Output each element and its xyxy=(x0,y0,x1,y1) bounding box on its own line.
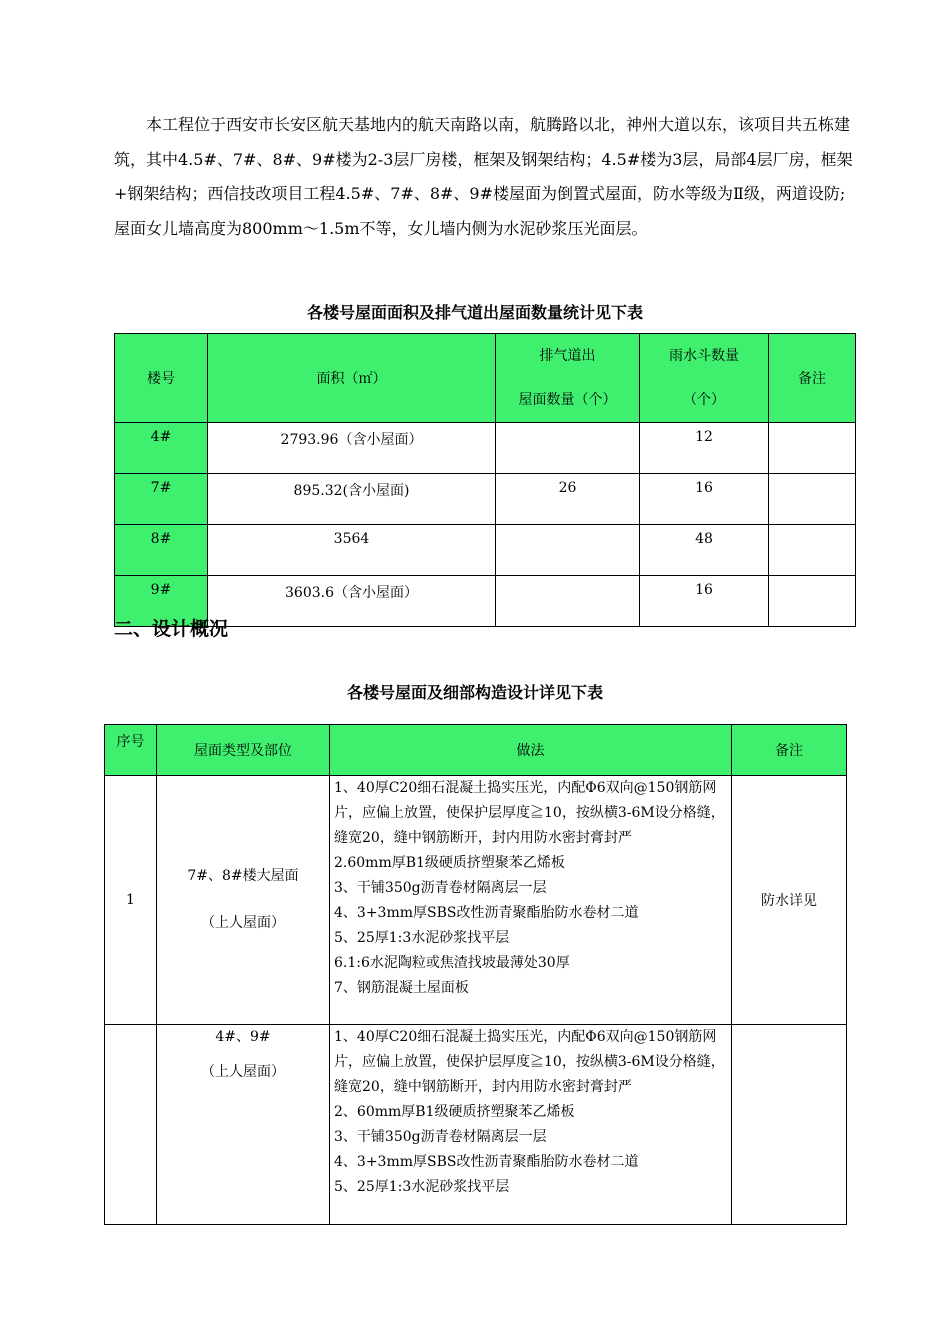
method-cell xyxy=(330,1025,732,1225)
method-line: 5、25厚1:3水泥砂浆找平层 xyxy=(334,1179,510,1195)
row-number: 1 xyxy=(105,776,157,1025)
remark-cell xyxy=(769,525,856,576)
method-line: 5、25厚1:3水泥砂浆找平层 xyxy=(334,930,510,946)
table2-header-row xyxy=(105,725,847,776)
exhaust-cell xyxy=(496,576,640,627)
method-line: 1、40厚C20细石混凝土捣实压光，内配Φ6双向@150钢筋网片，应偏上放置，使保护层厚度≧10，按纵横3-6M设分格缝，缝宽20，缝中钢筋断开，封内用防水密封膏封严 xyxy=(334,780,725,846)
table-row xyxy=(115,423,856,474)
remark-cell xyxy=(769,423,856,474)
area-cell: 895.32(含小屋面) xyxy=(208,474,496,525)
header-area: 面积（㎡） xyxy=(208,334,496,423)
roof-type-line2: （上人屋面） xyxy=(201,1064,285,1080)
method-line: 3、干铺350g沥青卷材隔离层一层 xyxy=(334,1129,547,1145)
area-statistics-table xyxy=(114,333,856,627)
roof-type-line1: 7#、8#楼大屋面 xyxy=(187,868,299,884)
method-line: 4、3+3mm厚SBS改性沥青聚酯胎防水卷材二道 xyxy=(334,1154,639,1170)
roof-type-cell xyxy=(157,776,330,1025)
table2-caption: 各楼号屋面及细部构造设计详见下表 xyxy=(346,683,603,702)
exhaust-cell: 26 xyxy=(496,474,640,525)
method-cell xyxy=(330,776,732,1025)
table-row xyxy=(115,525,856,576)
table-row xyxy=(105,1025,847,1225)
method-line: 1、40厚C20细石混凝土捣实压光，内配Φ6双向@150钢筋网片，应偏上放置，使保护层厚度≧10，按纵横3-6M设分格缝，缝宽20，缝中钢筋断开，封内用防水密封膏封严 xyxy=(334,1029,725,1095)
method-line: 2.60mm厚B1级硬质挤塑聚苯乙烯板 xyxy=(334,855,565,871)
header-exhaust-line1: 排气道出 xyxy=(539,348,596,364)
building-cell: 4# xyxy=(115,423,208,474)
drain-cell: 16 xyxy=(640,576,769,627)
header-method: 做法 xyxy=(330,725,732,776)
header-drain xyxy=(640,334,769,423)
header-no: 序号 xyxy=(105,725,157,776)
building-cell: 7# xyxy=(115,474,208,525)
table1-caption: 各楼号屋面面积及排气道出屋面数量统计见下表 xyxy=(306,303,643,322)
header-building: 楼号 xyxy=(115,334,208,423)
remark-cell: 防水详见 xyxy=(732,776,847,1025)
method-line: 3、干铺350g沥青卷材隔离层一层 xyxy=(334,880,547,896)
remark-cell xyxy=(732,1025,847,1225)
roof-type-cell xyxy=(157,1025,330,1225)
building-cell: 8# xyxy=(115,525,208,576)
drain-cell: 48 xyxy=(640,525,769,576)
header-drain-line1: 雨水斗数量 xyxy=(669,348,739,364)
building-cell: 9# xyxy=(115,576,208,627)
method-line: 7、钢筋混凝土屋面板 xyxy=(334,980,469,996)
table-row xyxy=(105,776,847,1025)
table-row xyxy=(115,474,856,525)
method-line: 6.1:6水泥陶粒或焦渣找坡最薄处30厚 xyxy=(334,955,570,971)
intro-text: 本工程位于西安市长安区航天基地内的航天南路以南，航腾路以北，神州大道以东，该项目共五栋建筑，其中4.5#、7#、8#、9#楼为2-3层厂房楼，框架及钢架结构；4.5#楼为3层，局部4层厂房，框架+钢架结构；西信技改项目工程4.5#、7#、8#、9#楼屋面为倒置式屋面，防水等级为Ⅱ级，两道设防;屋面女儿墙高度为800mm～1.5m不等，女儿墙内侧为水泥砂浆压光面层。 xyxy=(114,115,853,238)
area-cell: 3564 xyxy=(208,525,496,576)
intro-paragraph xyxy=(114,108,854,246)
remark-cell xyxy=(769,474,856,525)
header-type: 屋面类型及部位 xyxy=(157,725,330,776)
header-drain-line2: （个） xyxy=(683,392,725,408)
header-remark: 备注 xyxy=(769,334,856,423)
roof-type-line1: 4#、9# xyxy=(215,1029,271,1045)
area-cell: 3603.6（含小屋面） xyxy=(208,576,496,627)
row-number xyxy=(105,1025,157,1225)
header-exhaust-line2: 屋面数量（个） xyxy=(518,392,617,408)
exhaust-cell xyxy=(496,525,640,576)
method-line: 2、60mm厚B1级硬质挤塑聚苯乙烯板 xyxy=(334,1104,575,1120)
method-line: 4、3+3mm厚SBS改性沥青聚酯胎防水卷材二道 xyxy=(334,905,639,921)
area-cell: 2793.96（含小屋面） xyxy=(208,423,496,474)
roof-type-line2: （上人屋面） xyxy=(201,915,285,931)
drain-cell: 12 xyxy=(640,423,769,474)
header-remark: 备注 xyxy=(732,725,847,776)
drain-cell: 16 xyxy=(640,474,769,525)
roof-design-table xyxy=(104,724,847,1225)
remark-cell xyxy=(769,576,856,627)
section-heading: 二、设计概况 xyxy=(114,618,229,640)
exhaust-cell xyxy=(496,423,640,474)
table1-header-row xyxy=(115,334,856,423)
header-exhaust xyxy=(496,334,640,423)
